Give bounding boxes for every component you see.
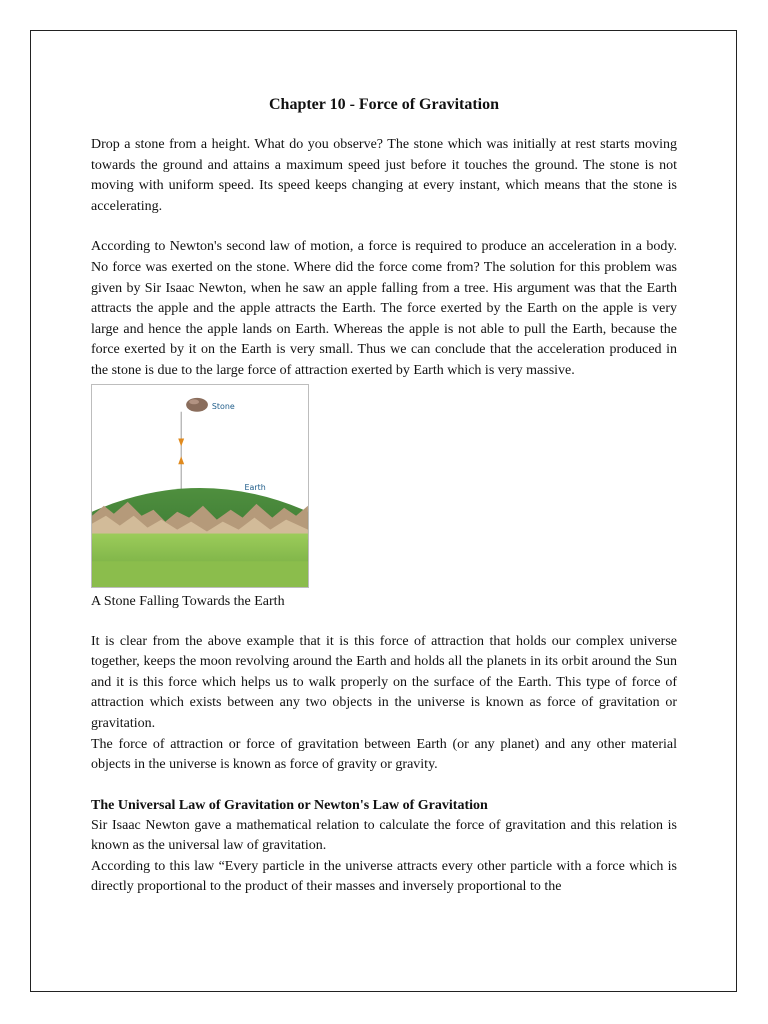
paragraph-gravity-definition: The force of attraction or force of gravitation between Earth (or any planet) and any other material objects in the universe is known as force of gravity or gravity. <box>91 736 677 773</box>
page-frame <box>30 30 737 992</box>
stone-label: Stone <box>211 401 235 411</box>
figure-caption: A Stone Falling Towards the Earth <box>91 593 285 609</box>
paragraph-force-attraction: It is clear from the above example that it is this force of attraction that holds our complex universe together, keeps the moon revolving around the Earth and holds all the planets in its orbit around the Sun and it is this force which helps us to walk properly on the surface of the Earth. This type of force of attraction which exists between any two objects in the universe is known as force of gravitation or gravitation. <box>91 633 677 731</box>
section-heading: The Universal Law of Gravitation or Newton's Law of Gravitation <box>91 797 488 813</box>
paragraph-intro: Drop a stone from a height. What do you observe? The stone which was initially at rest starts moving towards the ground and attains a maximum speed just before it touches the ground. The stone is not moving with uniform speed. Its speed keeps changing at every instant, which means that the stone is accelerating. <box>91 137 677 214</box>
paragraph-law-statement: According to this law “Every particle in the universe attracts every other particle with a force which is directly proportional to the product of their masses and inversely proportional to the <box>91 858 677 895</box>
paragraph-newton-law: According to Newton's second law of motion, a force is required to produce an acceleration in a body. No force was exerted on the stone. Where did the force come from? The solution for this problem was given by Sir Isaac Newton, when he saw an apple falling from a tree. His argument was that the Earth attracts the apple and the apple attracts the Earth. The force exerted by the Earth on the apple is very large and hence the apple lands on Earth. Whereas the apple is not able to pull the Earth, because the force exerted by it on the Earth is very small. Thus we can conclude that the acceleration produced in the stone is due to the large force of attraction exerted by Earth which is very massive. <box>91 239 677 378</box>
page-title: Chapter 10 - Force of Gravitation <box>268 96 500 113</box>
document-body <box>91 95 677 898</box>
paragraph-universal-law: Sir Isaac Newton gave a mathematical relation to calculate the force of gravitation and this relation is known as the universal law of gravitation. <box>91 817 677 854</box>
stone-falling-figure <box>91 384 309 588</box>
earth-label: Earth <box>244 482 266 492</box>
